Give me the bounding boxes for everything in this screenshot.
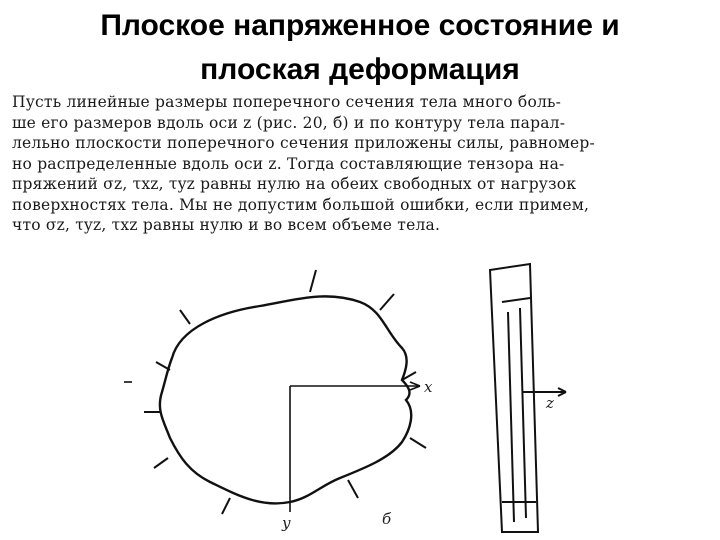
text-line: Пусть линейные размеры поперечного сечения тела много боль- xyxy=(12,93,562,111)
scanned-text-block xyxy=(12,92,716,236)
title-line-1: Плоское напряженное состояние и xyxy=(100,9,620,42)
side-view-bar xyxy=(490,264,566,532)
text-line: ше его размеров вдоль оси z (рис. 20, б) и по контуру тела парал- xyxy=(12,113,566,132)
text-line: но распределенные вдоль оси z. Тогда составляющие тензора на- xyxy=(12,154,565,173)
figure-svg xyxy=(110,262,710,540)
text-line: что σz, τyz, τxz равны нулю и во всем объеме тела. xyxy=(12,216,441,234)
text-line: поверхностях тела. Мы не допустим большой ошибки, если примем, xyxy=(12,195,590,214)
axis-x-label: x xyxy=(424,378,433,396)
force-ticks xyxy=(144,270,426,514)
figure-cross-section xyxy=(110,262,710,540)
axis-z-label: z xyxy=(546,394,554,412)
body-contour xyxy=(160,296,411,503)
slide-title xyxy=(0,4,720,92)
text-line: пряжений σz, τxz, τyz равны нулю на обеих свободных от нагрузок xyxy=(12,175,577,193)
figure-label-b: б xyxy=(382,510,392,528)
title-line-2: плоская деформация xyxy=(200,53,520,86)
text-line: лельно плоскости поперечного сечения приложены силы, равномер- xyxy=(12,134,595,152)
axis-y-label: y xyxy=(282,514,291,532)
